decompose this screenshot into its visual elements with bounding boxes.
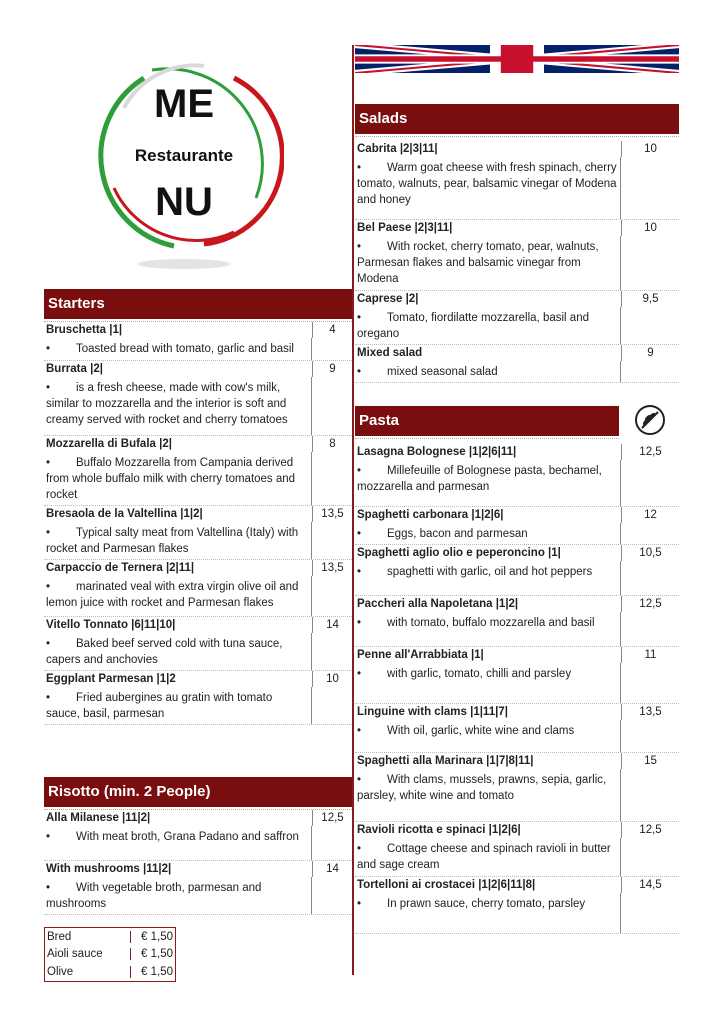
description-text: With clams, mussels, prawns, sepia, garlic, parsley, white wine and tomato xyxy=(357,774,607,802)
bullet-icon: • xyxy=(357,162,362,174)
dish-price: 14,5 xyxy=(621,877,679,893)
menu-item xyxy=(44,506,352,560)
dish-price: 12,5 xyxy=(312,810,352,826)
dish-price: 9 xyxy=(621,345,679,361)
description-text: With oil, garlic, white wine and clams xyxy=(387,725,575,737)
menu-item xyxy=(355,822,679,877)
dish-description xyxy=(44,452,312,505)
extras-row xyxy=(45,963,175,981)
dish-price: 14 xyxy=(312,861,352,877)
dish-name: Tortelloni ai crostacei |1|2|6|11|8| xyxy=(357,879,536,891)
description-text: Baked beef served cold with tuna sauce, capers and anchovies xyxy=(46,638,283,666)
bullet-icon: • xyxy=(357,774,362,786)
dish-name: Ravioli ricotta e spinaci |1|2|6| xyxy=(357,824,521,836)
dish-name: Bresaola de la Valtellina |1|2| xyxy=(46,508,203,520)
dish-description xyxy=(355,460,621,506)
dish-price: 13,5 xyxy=(312,560,352,576)
bullet-icon: • xyxy=(46,581,51,593)
dish-name: Mozzarella di Bufala |2| xyxy=(46,438,172,450)
description-text: mixed seasonal salad xyxy=(387,366,498,378)
uk-flag-icon xyxy=(355,45,679,73)
dish-name: Spaghetti aglio olio e peperoncino |1| xyxy=(357,547,561,559)
logo-text-nu: NU xyxy=(155,180,213,224)
dish-name: With mushrooms |11|2| xyxy=(46,863,172,875)
dish-name: Caprese |2| xyxy=(357,293,419,305)
menu-item xyxy=(44,810,352,861)
description-text: marinated veal with extra virgin olive oil and lemon juice with rocket and Parmesan flakes xyxy=(46,581,299,609)
dish-description xyxy=(44,377,312,435)
description-text: Fried aubergines au gratin with tomato sauce, basil, parmesan xyxy=(46,692,273,720)
bullet-icon: • xyxy=(46,382,51,394)
dish-price: 13,5 xyxy=(312,506,352,522)
dish-price: 9,5 xyxy=(621,291,679,307)
dish-price: 15 xyxy=(621,753,679,769)
dish-name: Penne all'Arrabbiata |1| xyxy=(357,649,484,661)
menu-item xyxy=(355,596,679,647)
dish-description xyxy=(355,361,621,382)
menu-item xyxy=(44,861,352,915)
bullet-icon: • xyxy=(357,312,362,324)
dish-price: 12,5 xyxy=(621,596,679,612)
menu-item xyxy=(355,507,679,545)
menu-item xyxy=(44,322,352,361)
dish-name: Cabrita |2|3|11| xyxy=(357,143,438,155)
dish-name: Bruschetta |1| xyxy=(46,324,123,336)
risotto-header: Risotto (min. 2 People) xyxy=(44,777,352,807)
menu-item xyxy=(355,647,679,704)
extra-price: € 1,50 xyxy=(141,965,173,978)
dish-price: 14 xyxy=(312,617,352,633)
menu-item xyxy=(355,753,679,822)
dish-name: Eggplant Parmesan |1|2 xyxy=(46,673,176,685)
dish-description xyxy=(355,307,621,344)
menu-item xyxy=(44,361,352,436)
dish-description xyxy=(44,522,312,559)
extra-name: Aioli sauce xyxy=(45,948,131,960)
bullet-icon: • xyxy=(357,725,362,737)
dish-name: Spaghetti alla Marinara |1|7|8|11| xyxy=(357,755,534,767)
dish-description xyxy=(355,893,621,933)
extra-name: Bred xyxy=(45,931,131,943)
dish-name: Burrata |2| xyxy=(46,363,103,375)
dish-description xyxy=(355,720,621,752)
logo-text-restaurante: Restaurante xyxy=(134,146,234,165)
menu-item xyxy=(44,436,352,506)
dish-description xyxy=(44,687,312,724)
dish-description xyxy=(44,877,312,914)
description-text: In prawn sauce, cherry tomato, parsley xyxy=(387,898,586,910)
dish-name: Spaghetti carbonara |1|2|6| xyxy=(357,509,504,521)
bullet-icon: • xyxy=(357,241,362,253)
dish-price: 12,5 xyxy=(621,444,679,460)
dish-description xyxy=(44,826,312,860)
bullet-icon: • xyxy=(46,831,51,843)
dish-price: 12,5 xyxy=(621,822,679,838)
menu-item xyxy=(44,560,352,617)
menu-item xyxy=(44,671,352,725)
dish-description xyxy=(355,838,621,876)
dish-description xyxy=(355,236,621,290)
description-text: Eggs, bacon and parmesan xyxy=(387,528,528,540)
description-text: Typical salty meat from Valtellina (Italy) with rocket and Parmesan flakes xyxy=(46,527,299,555)
dish-price: 10,5 xyxy=(621,545,679,561)
dish-price: 13,5 xyxy=(621,704,679,720)
pasta-header: Pasta xyxy=(355,406,619,436)
risotto-list xyxy=(44,810,352,915)
bullet-icon: • xyxy=(357,898,362,910)
dish-name: Linguine with clams |1|11|7| xyxy=(357,706,508,718)
description-text: With meat broth, Grana Padano and saffron xyxy=(76,831,299,843)
bullet-icon: • xyxy=(46,527,51,539)
column-divider xyxy=(352,45,354,975)
extra-price: € 1,50 xyxy=(141,930,173,943)
menu-item xyxy=(355,345,679,383)
salads-header: Salads xyxy=(355,104,679,134)
dish-description xyxy=(44,576,312,616)
extra-name: Olive xyxy=(45,966,131,978)
menu-item xyxy=(355,704,679,753)
dish-name: Paccheri alla Napoletana |1|2| xyxy=(357,598,519,610)
menu-item xyxy=(355,444,679,507)
bullet-icon: • xyxy=(46,882,51,894)
dish-price: 4 xyxy=(312,322,352,338)
dish-price: 10 xyxy=(312,671,352,687)
description-text: Cottage cheese and spinach ravioli in butter and sage cream xyxy=(357,843,611,871)
bullet-icon: • xyxy=(357,528,362,540)
dish-price: 12 xyxy=(621,507,679,523)
dish-description xyxy=(355,561,621,595)
description-text: Tomato, fiordilatte mozzarella, basil and oregano xyxy=(357,312,589,340)
description-text: spaghetti with garlic, oil and hot peppers xyxy=(387,566,593,578)
bullet-icon: • xyxy=(46,692,51,704)
bullet-icon: • xyxy=(46,343,51,355)
dish-description xyxy=(44,633,312,670)
bullet-icon: • xyxy=(357,668,362,680)
wheat-icon xyxy=(634,404,666,436)
dish-price: 11 xyxy=(621,647,679,663)
dish-description xyxy=(355,663,621,703)
dish-price: 10 xyxy=(621,220,679,236)
restaurant-logo xyxy=(84,48,284,272)
dish-name: Carpaccio de Ternera |2|11| xyxy=(46,562,195,574)
starters-list xyxy=(44,322,352,725)
menu-item xyxy=(355,291,679,345)
pasta-list xyxy=(355,444,679,934)
dish-name: Vitello Tonnato |6|11|10| xyxy=(46,619,176,631)
dish-name: Mixed salad xyxy=(357,347,423,359)
dish-description xyxy=(44,338,312,360)
dish-price: 10 xyxy=(621,141,679,157)
description-text: With rocket, cherry tomato, pear, walnuts, Parmesan flakes and balsamic vinegar from Modena xyxy=(357,241,599,285)
extra-price: € 1,50 xyxy=(141,948,173,961)
dish-name: Lasagna Bolognese |1|2|6|11| xyxy=(357,446,517,458)
description-text: with tomato, buffalo mozzarella and basil xyxy=(387,617,595,629)
menu-item xyxy=(355,141,679,220)
dish-description xyxy=(355,612,621,646)
bullet-icon: • xyxy=(357,566,362,578)
description-text: is a fresh cheese, made with cow's milk, similar to mozzarella and the interior is soft and creamy served with rocket and cherry tomatoes xyxy=(46,382,288,426)
bullet-icon: • xyxy=(357,617,362,629)
dish-description xyxy=(355,157,621,219)
bullet-icon: • xyxy=(46,638,51,650)
dish-price: 8 xyxy=(312,436,352,452)
description-text: Toasted bread with tomato, garlic and basil xyxy=(76,343,294,355)
description-text: Warm goat cheese with fresh spinach, cherry tomato, walnuts, pear, balsamic vinegar of Modena and honey xyxy=(357,162,617,206)
description-text: Millefeuille of Bolognese pasta, bechamel, mozzarella and parmesan xyxy=(357,465,602,493)
description-text: Buffalo Mozzarella from Campania derived from whole buffalo milk with cherry tomatoes and rocket xyxy=(46,457,296,501)
extras-row xyxy=(45,946,175,964)
bullet-icon: • xyxy=(46,457,51,469)
menu-item xyxy=(44,617,352,671)
description-text: with garlic, tomato, chilli and parsley xyxy=(387,668,572,680)
menu-item xyxy=(355,877,679,934)
starters-header: Starters xyxy=(44,289,352,319)
extras-row xyxy=(45,928,175,946)
dish-description xyxy=(355,769,621,821)
dish-description xyxy=(355,523,621,544)
salads-list xyxy=(355,141,679,383)
dish-name: Bel Paese |2|3|11| xyxy=(357,222,453,234)
dish-name: Alla Milanese |11|2| xyxy=(46,812,151,824)
bullet-icon: • xyxy=(357,843,362,855)
dish-price: 9 xyxy=(312,361,352,377)
description-text: With vegetable broth, parmesan and mushrooms xyxy=(46,882,262,910)
bullet-icon: • xyxy=(357,465,362,477)
bullet-icon: • xyxy=(357,366,362,378)
extras-table xyxy=(44,927,176,982)
logo-text-me: ME xyxy=(154,82,214,126)
menu-item xyxy=(355,545,679,596)
menu-item xyxy=(355,220,679,291)
